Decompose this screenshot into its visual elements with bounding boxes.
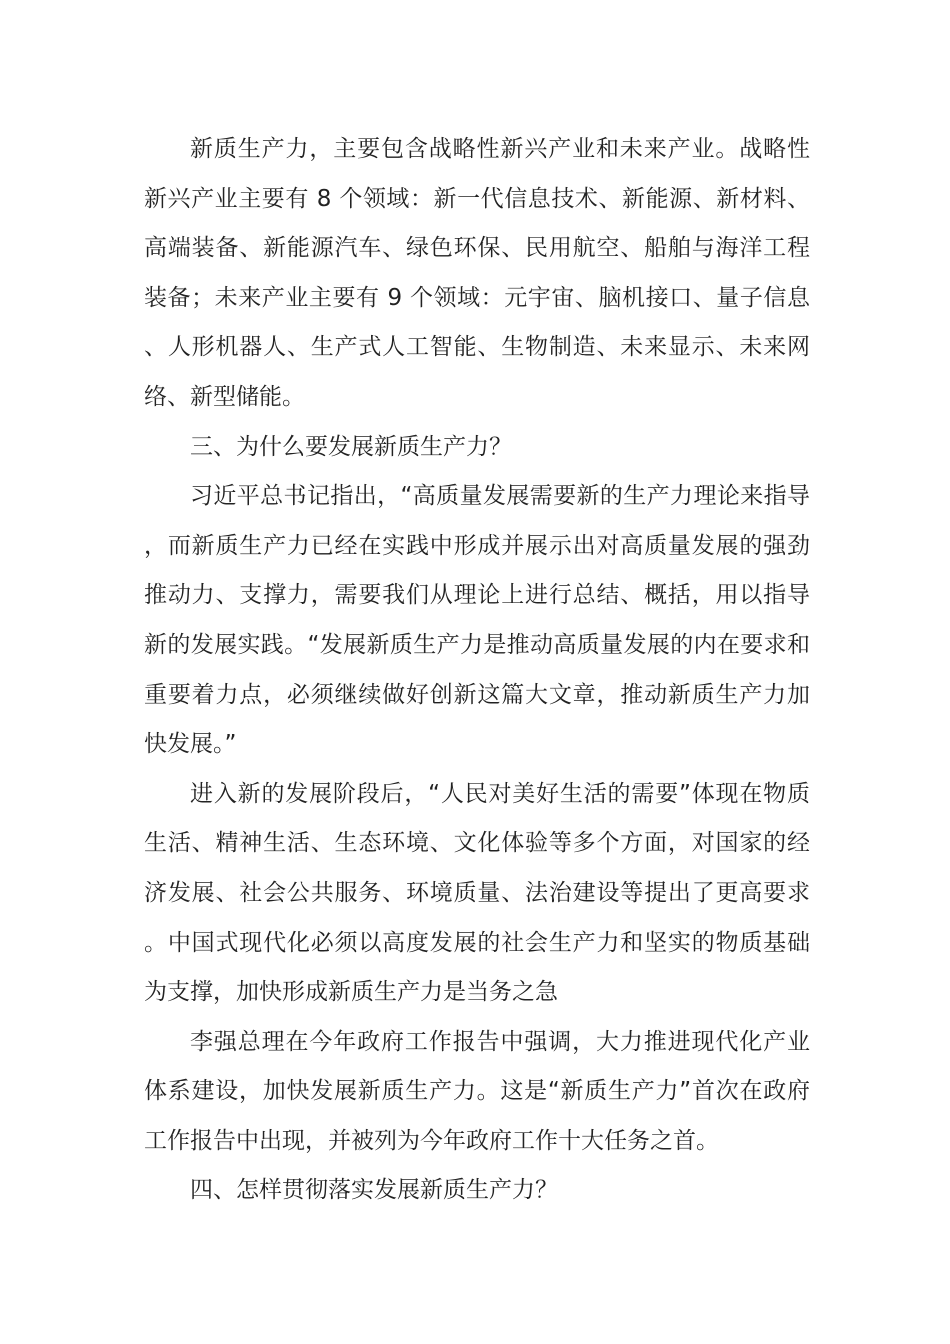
paragraph-xi-quote: 习近平总书记指出，“高质量发展需要新的生产力理论来指导，而新质生产力已经在实践中形成并展示出对高质量发展的强劲推动力、支撑力，需要我们从理论上进行总结、概括，用以指导新的发展实践。“发展新质生产力是推动高质量发展的内在要求和重要着力点，必须继续做好创新这篇大文章，推动新质生产力加快发展。”: [144, 483, 810, 758]
document-body: [144, 125, 810, 1216]
paragraph-industries: 新质生产力，主要包含战略性新兴产业和未来产业。战略性新兴产业主要有 8 个领域：新一代信息技术、新能源、新材料、高端装备、新能源汽车、绿色环保、民用航空、船舶与海洋工程装备；未来产业主要有 9 个领域：元宇宙、脑机接口、量子信息、人形机器人、生产式人工智能、生物制造、未来显示、未来网络、新型储能。: [144, 136, 810, 410]
section-heading-how: 四、怎样贯彻落实发展新质生产力？: [190, 1177, 558, 1204]
section-heading-why: 三、为什么要发展新质生产力？: [190, 433, 512, 460]
paragraph-government-report: 李强总理在今年政府工作报告中强调，大力推进现代化产业体系建设，加快发展新质生产力。这是“新质生产力”首次在政府工作报告中出现，并被列为今年政府工作十大任务之首。: [144, 1028, 810, 1154]
paragraph-new-stage: 进入新的发展阶段后，“人民对美好生活的需要”体现在物质生活、精神生活、生态环境、文化体验等多个方面，对国家的经济发展、社会公共服务、环境质量、法治建设等提出了更高要求。中国式现代化必须以高度发展的社会生产力和坚实的物质基础为支撑，加快形成新质生产力是当务之急: [144, 780, 810, 1006]
